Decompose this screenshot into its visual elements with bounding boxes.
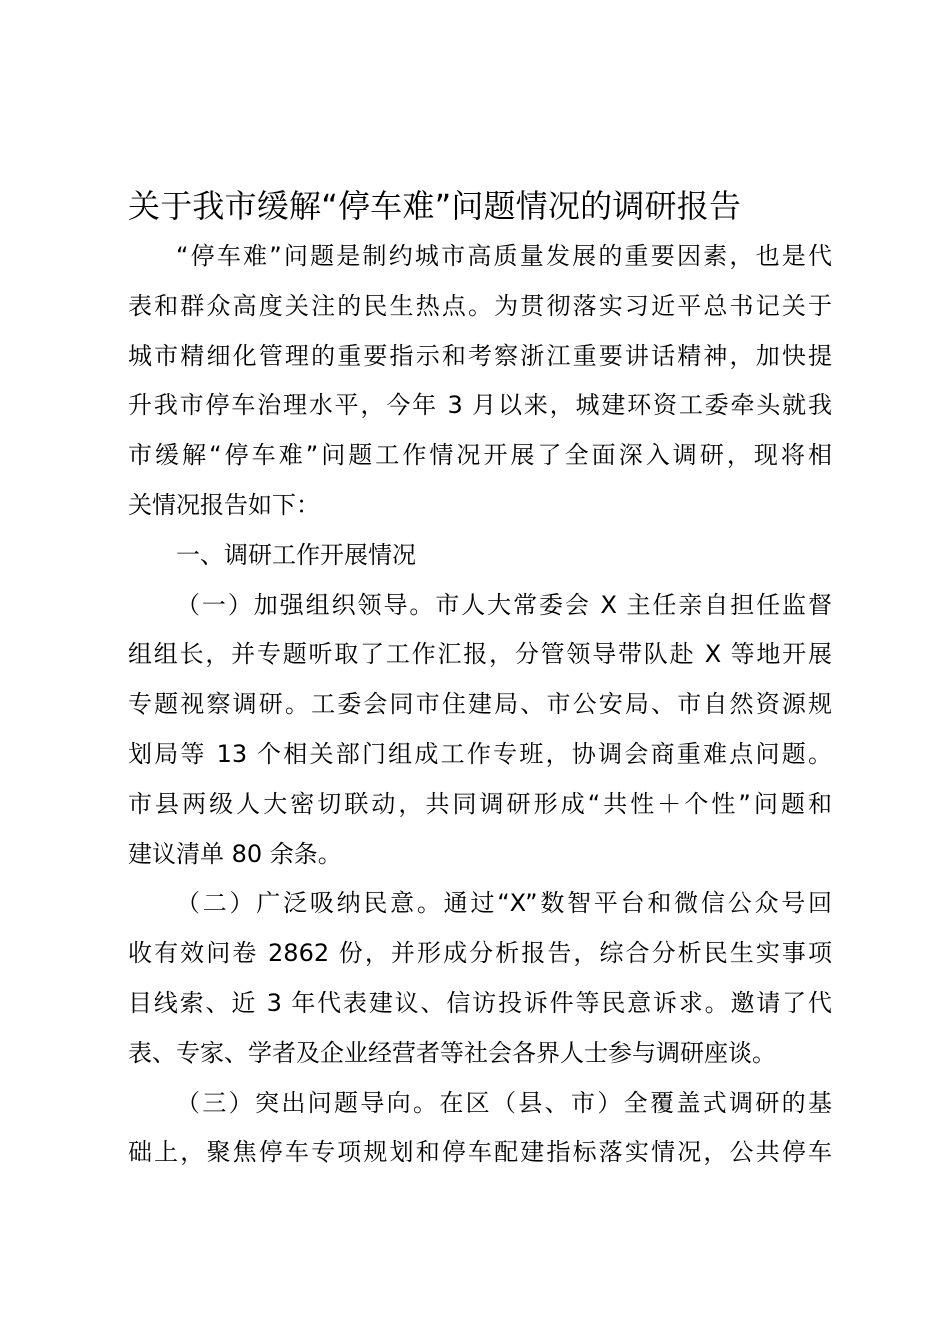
paragraph-line: （二）广泛吸纳民意。通过“X”数智平台和微信公众号回 (176, 889, 832, 918)
paragraph-line: 目线索、近 3 年代表建议、信访投诉件等民意诉求。邀请了代 (128, 988, 832, 1017)
paragraph-line: 建议清单 80 余条。 (128, 839, 342, 868)
section-heading: 一、调研工作开展情况 (176, 540, 416, 569)
paragraph-line: 专题视察调研。工委会同市住建局、市公安局、市自然资源规 (128, 690, 832, 719)
document-title: 关于我市缓解“停车难”问题情况的调研报告 (128, 187, 742, 225)
document-body (128, 232, 832, 1178)
paragraph-line: 表、专家、学者及企业经营者等社会各界人士参与调研座谈。 (128, 1038, 776, 1067)
paragraph-line: 础上，聚焦停车专项规划和停车配建指标落实情况，公共停车 (128, 1138, 832, 1167)
paragraph-line: 收有效问卷 2862 份，并形成分析报告，综合分析民生实事项 (128, 939, 832, 968)
paragraph-line: 市县两级人大密切联动，共同调研形成“共性＋个性”问题和 (128, 789, 832, 818)
paragraph-line: 升我市停车治理水平，今年 3 月以来，城建环资工委牵头就我 (128, 391, 832, 420)
paragraph-line: 表和群众高度关注的民生热点。为贯彻落实习近平总书记关于 (128, 291, 832, 320)
paragraph-line: 城市精细化管理的重要指示和考察浙江重要讲话精神，加快提 (128, 341, 832, 370)
paragraph-line: （一）加强组织领导。市人大常委会 X 主任亲自担任监督 (176, 590, 832, 619)
paragraph-line: （三）突出问题导向。在区（县、市）全覆盖式调研的基 (176, 1088, 832, 1117)
paragraph-line: 市缓解“停车难”问题工作情况开展了全面深入调研，现将相 (128, 441, 832, 470)
paragraph-line: 关情况报告如下： (128, 490, 320, 519)
paragraph-line: 划局等 13 个相关部门组成工作专班，协调会商重难点问题。 (128, 739, 832, 768)
paragraph-line: 组组长，并专题听取了工作汇报，分管领导带队赴 X 等地开展 (128, 640, 832, 669)
paragraph-line: “停车难”问题是制约城市高质量发展的重要因素，也是代 (176, 242, 832, 270)
